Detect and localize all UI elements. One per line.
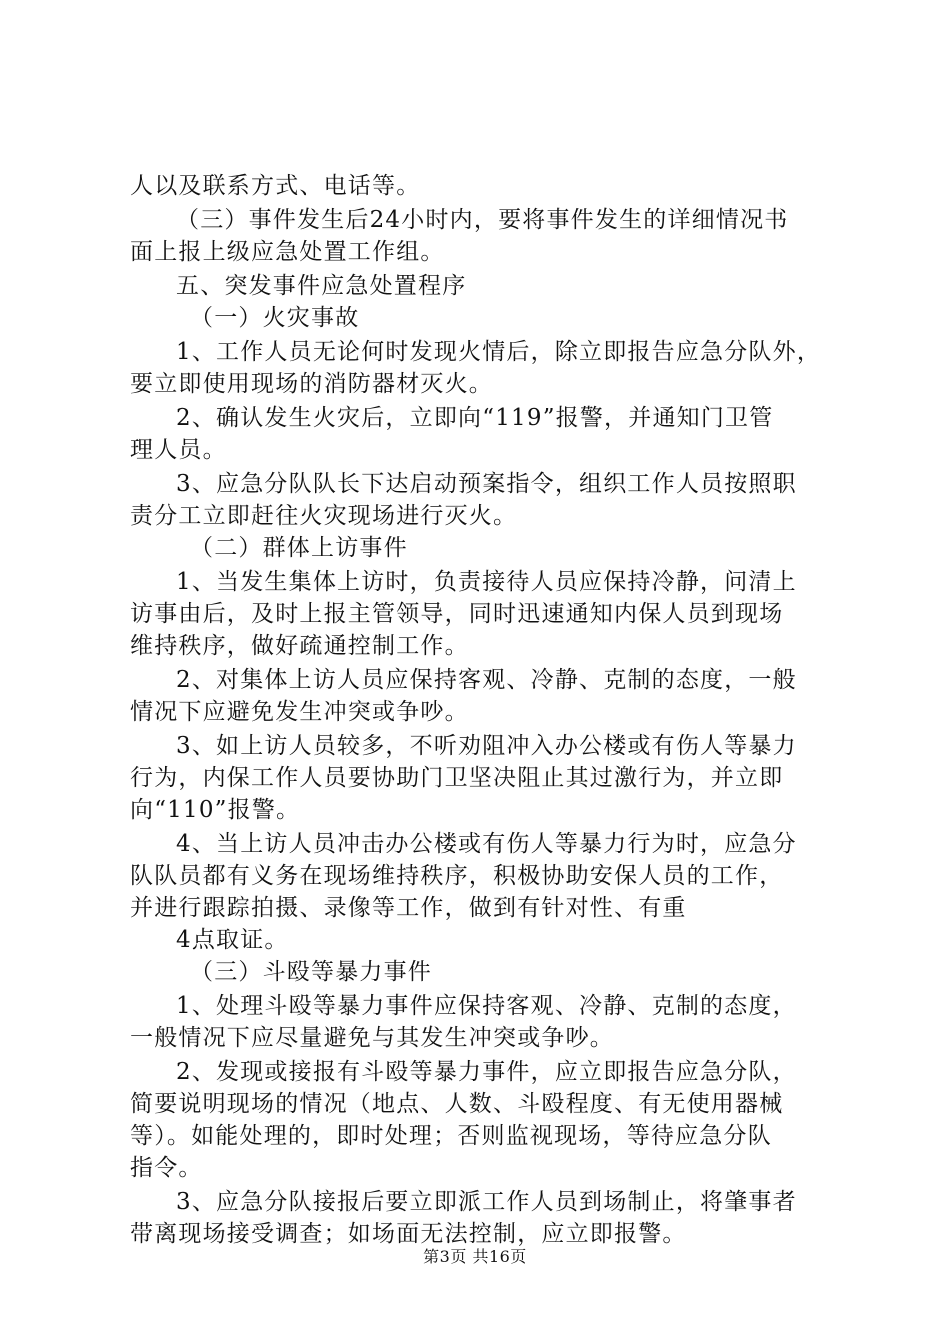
subsection-heading: （一）火灾事故 [190, 305, 360, 331]
text-line: 1、工作人员无论何时发现火情后，除立即报告应急分队外， [176, 339, 822, 365]
subsection-heading: （三）斗殴等暴力事件 [190, 959, 432, 985]
page-number-footer: 第3页 共16页 [423, 1247, 527, 1266]
section-heading: 五、突发事件应急处置程序 [176, 273, 467, 299]
text-line: 向“110”报警。 [130, 797, 301, 823]
text-line: 带离现场接受调查；如场面无法控制，应立即报警。 [130, 1221, 687, 1247]
text-line: 4、当上访人员冲击办公楼或有伤人等暴力行为时，应急分 [176, 831, 797, 857]
text-line: 队队员都有义务在现场维持秩序，积极协助安保人员的工作， [130, 863, 784, 889]
text-line: 责分工立即赶往火灾现场进行灭火。 [130, 503, 518, 529]
text-line: 要立即使用现场的消防器材灭火。 [130, 371, 493, 397]
text-line: 2、确认发生火灾后，立即向“119”报警，并通知门卫管 [176, 405, 774, 431]
text-line: 情况下应避免发生冲突或争吵。 [130, 699, 469, 725]
text-line: 简要说明现场的情况（地点、人数、斗殴程度、有无使用器械 [130, 1091, 784, 1117]
text-line: 3、应急分队队长下达启动预案指令，组织工作人员按照职 [176, 471, 797, 497]
text-line: 行为，内保工作人员要协助门卫坚决阻止其过激行为，并立即 [130, 765, 784, 791]
document-body [130, 170, 850, 1250]
text-line: 人以及联系方式、电话等。 [130, 173, 421, 199]
text-line: 一般情况下应尽量避免与其发生冲突或争吵。 [130, 1025, 614, 1051]
text-line: （三）事件发生后24小时内，要将事件发生的详细情况书 [176, 207, 789, 233]
text-line: 2、发现或接报有斗殴等暴力事件，应立即报告应急分队， [176, 1059, 797, 1085]
text-line: 等）。如能处理的，即时处理；否则监视现场，等待应急分队 [130, 1123, 772, 1149]
text-line: 2、对集体上访人员应保持客观、冷静、克制的态度，一般 [176, 667, 797, 693]
text-line: 4点取证。 [176, 927, 289, 953]
text-line: 3、如上访人员较多，不听劝阻冲入办公楼或有伤人等暴力 [176, 733, 797, 759]
text-line: 指令。 [130, 1155, 203, 1181]
text-line: 理人员。 [130, 437, 227, 463]
text-line: 1、当发生集体上访时，负责接待人员应保持冷静，问清上 [176, 569, 797, 595]
text-line: 维持秩序，做好疏通控制工作。 [130, 633, 469, 659]
text-line: 1、处理斗殴等暴力事件应保持客观、冷静、克制的态度， [176, 993, 797, 1019]
text-line: 3、应急分队接报后要立即派工作人员到场制止，将肇事者 [176, 1189, 797, 1215]
subsection-heading: （二）群体上访事件 [190, 535, 408, 561]
text-line: 并进行跟踪拍摄、录像等工作，做到有针对性、有重 [130, 895, 687, 921]
text-line: 访事由后，及时上报主管领导，同时迅速通知内保人员到现场 [130, 601, 784, 627]
text-line: 面上报上级应急处置工作组。 [130, 239, 445, 265]
